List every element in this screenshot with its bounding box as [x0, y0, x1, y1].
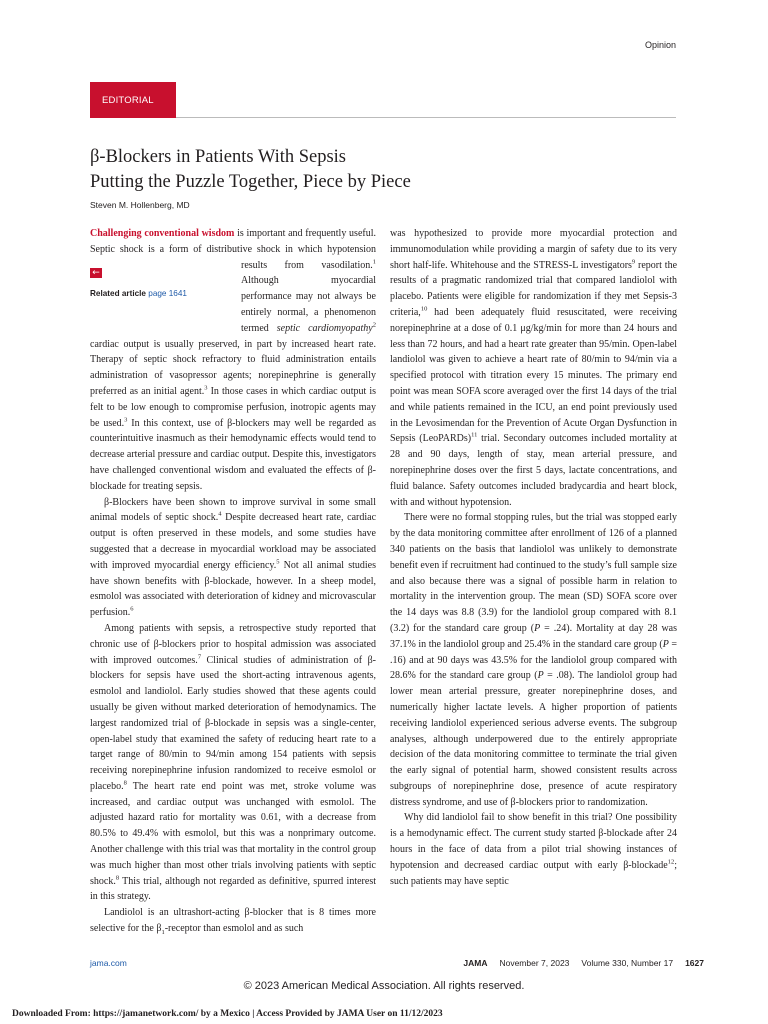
- subscript: 1: [161, 929, 165, 937]
- text: In those cases in which cardiac output is felt to be low enough to compromise perfusion, inotropic agents may be used.: [90, 385, 377, 429]
- reference: 1: [372, 258, 376, 266]
- reference: 7: [197, 653, 202, 661]
- emphasis: septic cardiomyopathy: [276, 322, 373, 334]
- text: = .08). The landiolol group had lower mean arterial pressure, greater norepinephrine doses, and numerically higher lactate levels. A higher proportion of patients receiving landiolol experienced serious adverse events. The subgroup analyses, although underpowered due to the entirely appropriate decision of the data monitoring committee to terminate the trial given the early signal of potential harm, showed consistent results across subgroups of norepinephrine dose, presence of acute respiratory distress syndrome, and use of β-blockers prior to randomization.: [390, 670, 677, 808]
- text: is important and frequently useful. Septic shock is a form of distributive shock in which hypotension results from vasodilation.: [90, 228, 376, 271]
- related-article-box[interactable]: [90, 258, 235, 328]
- text: In this context, use of β-blockers may well be regarded as counterintuitive inasmuch as their hemodynamic effects would tend to decrease arterial pressure and cardiac output. Despite this, investigators have challenged conventional wisdom and evaluated the effects of β-blockade for treating sepsis.: [90, 417, 377, 492]
- reference: 10: [420, 305, 428, 313]
- text: β-Blockers have been shown to improve survival in some small animal models of septic shock.: [90, 496, 376, 524]
- lead-in: Challenging conventional wisdom: [90, 228, 235, 239]
- paragraph-3: [90, 621, 376, 905]
- journal-name: JAMA: [463, 958, 488, 968]
- text: The heart rate end point was met, stroke volume was increased, and cardiac output was unchanged with esmolol. The adjusted hazard ratio for mortality was 0.61, with a decrease from 80.5% to 49.4% with esmolol, but this was a nonprimary outcome. Another challenge with this trial was that mortality in the control group was much higher than most other trials involving patients with septic shock.: [90, 780, 376, 887]
- reference: 8: [123, 779, 127, 787]
- paragraph-4-cont: [390, 226, 677, 510]
- text: This trial, although not regarded as definitive, spurred interest in this strategy.: [90, 875, 376, 903]
- article-subtitle: Putting the Puzzle Together, Piece by Piece: [90, 172, 411, 192]
- text: ; such patients may have septic: [390, 859, 677, 887]
- text: There were no formal stopping rules, but the trial was stopped early by the data monitoring committee after enrollment of 126 of a planned 340 patients on the basis that landiolol was unlikely to demonstrate benefit even if recruitment had continued to the study’s full sample size and also because there was a signal of possible harm in relation to mortality in the intervention group. The mean (SD) SOFA score over the 14 days was 8.8 (3.9) for the landiolol group compared with 8.1 (3.2) for the standard care group (: [390, 512, 677, 634]
- page-number: 1627: [685, 958, 704, 968]
- download-notice: Downloaded From: https://jamanetwork.com/ by a Mexico | Access Provided by JAMA User on 11/12/2023: [12, 1009, 443, 1019]
- text: trial. Secondary outcomes included mortality at 28 and 90 days, length of stay, mean arterial pressure, and norepinephrine doses over the first 5 days, lactate concentrations, and fluid balance. Safety outcomes included bradycardia and heart block, with and without hypotension.: [390, 433, 678, 508]
- header-divider: [176, 117, 676, 118]
- text: Despite decreased heart rate, cardiac output is often preserved in these models, and some studies have suggested that a decrease in myocardial workload may be associated with improved myocardial energy efficiency.: [90, 512, 377, 571]
- article-title: β-Blockers in Patients With Sepsis: [90, 147, 347, 167]
- arrow-left-icon: ←: [90, 268, 102, 278]
- text: = .24). Mortality at day 28 was 37.1% in the landiolol group and 25.4% in the standard care group (: [390, 622, 677, 650]
- left-column: [90, 226, 376, 937]
- footer-meta: [463, 958, 704, 968]
- author-byline: Steven M. Hollenberg, MD: [90, 200, 190, 210]
- text: cardiac output is usually preserved, in part by increased heart rate. Therapy of septic shock refractory to fluid administration entails administration of vasopressor agents; norepinephrine is generally preferred as an initial agent.: [90, 338, 376, 397]
- paragraph-6: [390, 810, 677, 889]
- text: Not all animal studies have shown benefits with β-blockade, however. In a sheep model, esmolol was associated with deterioration of kidney and microvascular perfusion.: [90, 559, 376, 619]
- copyright: © 2023 American Medical Association. All rights reserved.: [243, 980, 525, 992]
- reference: 4: [218, 511, 222, 519]
- text: had been adequately fluid resuscitated, were receiving norepinephrine at a dose of 0.1 μg/kg/min for more than 24 hours and less than 72 hours, and had a heart rate greater than 95/min. Open-label landiolol was given to achieve a heart rate of 80/min to 94/min via a specified protocol with titration every 15 minutes. The primary end point was mean SOFA score averaged over the first 14 days of the trial and while patients remained in the ICU, an end point previously used in the Levosimendan for the Prevention of Acute Organ Dysfunction in Sepsis (LeoPARDs): [390, 306, 677, 445]
- emphasis: P: [662, 638, 669, 650]
- related-article[interactable]: [90, 286, 187, 302]
- text: was hypothesized to provide more myocardial protection and immunomodulation while providing a margin of safety due to its very short half-life. Whitehouse and the STRESS-L investigators: [390, 228, 677, 271]
- reference: 6: [130, 605, 134, 613]
- reference: 11: [471, 432, 478, 440]
- text: Although myocardial performance may not always be entirely normal, a phenomenon termed: [241, 275, 376, 334]
- text: Why did landiolol fail to show benefit in this trial? One possibility is a hemodynamic effect. The current study started β-blockade after 24 hours in the face of data from a pilot trial showing instances of hypotension and decreased cardiac output with early β-blockade: [390, 812, 677, 871]
- reference: 3: [204, 384, 208, 392]
- text: report the results of a pragmatic randomized trial that compared landiolol with placebo. Patients were eligible for randomization if they met Sepsis-3 criteria,: [390, 259, 678, 318]
- volume-number: Volume 330, Number 17: [581, 958, 674, 968]
- editorial-badge: EDITORIAL: [90, 82, 176, 118]
- paragraph-4-start: [90, 905, 376, 937]
- reference: 2: [372, 321, 376, 329]
- section-label: Opinion: [644, 40, 676, 50]
- reference: 9: [631, 258, 636, 266]
- text: Landiolol is an ultrashort-acting β-blocker that is 8 times more selective for the β: [90, 907, 376, 935]
- text: Among patients with sepsis, a retrospective study reported that chronic use of β-blockers prior to hospital admission was associated with improved outcomes.: [90, 622, 376, 666]
- emphasis: P: [534, 622, 541, 634]
- paragraph-2: [90, 495, 376, 621]
- paragraph-1: [90, 226, 376, 495]
- paragraph-5: [390, 510, 677, 810]
- issue-date: November 7, 2023: [499, 958, 570, 968]
- text: -receptor than esmolol and as such: [164, 923, 304, 935]
- emphasis: P: [537, 670, 544, 682]
- reference: 3: [124, 416, 128, 424]
- reference: 8: [115, 874, 120, 882]
- reference: 5: [276, 558, 280, 566]
- reference: 12: [667, 858, 675, 866]
- right-column: [390, 226, 677, 889]
- related-label: Related article: [90, 288, 146, 298]
- site-link[interactable]: jama.com: [90, 958, 127, 968]
- text: = .16) and at 90 days was 43.5% for the landiolol group compared with 28.6% for the standard care group (: [390, 638, 677, 682]
- text: Clinical studies of administration of β-blockers for sepsis have used the short-acting intravenous agents, esmolol and landiolol. Early studies showed that these agents could usually be given without marked deterioration of hemodynamics. The largest randomized trial of β-blockade in sepsis was a single-center, open-label study that examined the safety of reducing heart rate to a target range of 80/min to 94/min among 154 patients with sepsis receiving norepinephrine infusion randomized to receive esmolol or placebo.: [90, 654, 376, 792]
- related-link[interactable]: page 1641: [148, 288, 187, 298]
